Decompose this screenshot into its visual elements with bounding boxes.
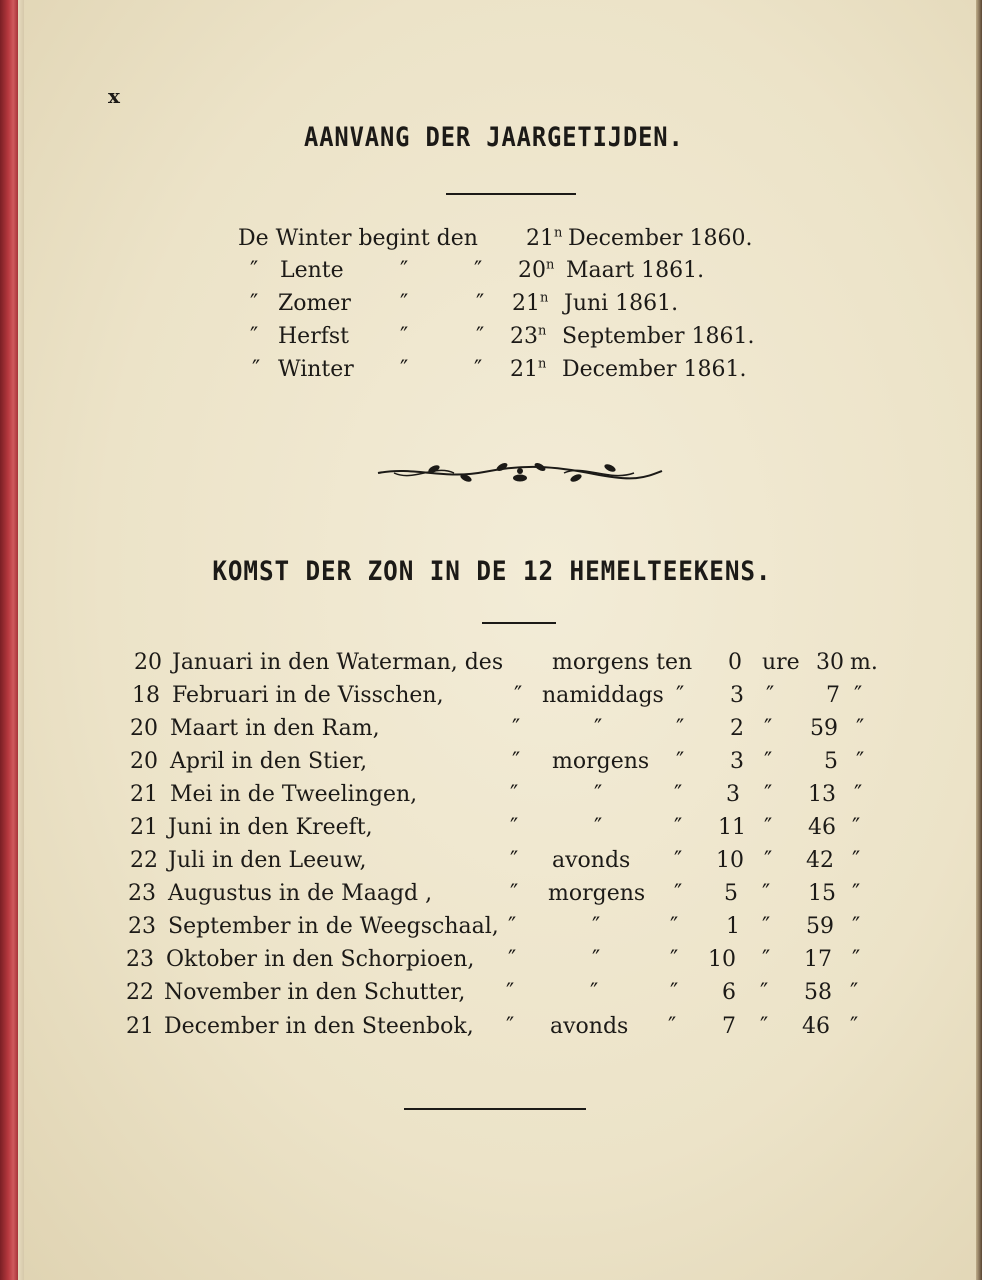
ditto-mark: ″: [400, 291, 409, 316]
zodiac-text: Januari in den Waterman, des: [172, 650, 504, 675]
ditto-mark: ″: [506, 980, 515, 1005]
ditto-mark: ″: [670, 914, 679, 939]
ditto-mark: ″: [400, 357, 409, 382]
season-label: De Winter begint den: [238, 226, 478, 251]
ditto-mark: ″: [676, 683, 685, 708]
ditto-mark: ″: [670, 980, 679, 1005]
zodiac-hour: 3: [726, 782, 740, 807]
ditto-mark: ″: [400, 258, 409, 283]
zodiac-text: Februari in de Visschen,: [172, 683, 444, 708]
zodiac-period: ″: [592, 947, 601, 972]
zodiac-sep: ″: [764, 848, 773, 873]
season-row: [238, 258, 858, 290]
zodiac-sep: ″: [764, 815, 773, 840]
season-day: 21$^n$: [526, 225, 563, 251]
season-label: Herfst: [278, 324, 349, 349]
zodiac-unit: ″: [852, 848, 861, 873]
zodiac-row: [0, 815, 982, 848]
zodiac-row: [0, 749, 982, 782]
zodiac-hour: 10: [708, 947, 736, 972]
zodiac-minutes: 58: [804, 980, 832, 1005]
ditto-mark: ″: [512, 749, 521, 774]
zodiac-minutes: 13: [808, 782, 836, 807]
zodiac-title: KOMST DER ZON IN DE 12 HEMELTEEKENS.: [212, 556, 772, 587]
ditto-mark: ″: [674, 782, 683, 807]
zodiac-sep: ″: [764, 716, 773, 741]
zodiac-hour: 1: [726, 914, 740, 939]
zodiac-day: 23: [126, 947, 154, 972]
zodiac-sep: ″: [760, 1014, 769, 1039]
ditto-mark: ″: [474, 258, 483, 283]
zodiac-unit: ″: [854, 782, 863, 807]
zodiac-minutes: 7: [826, 683, 840, 708]
zodiac-day: 20: [134, 650, 162, 675]
zodiac-unit: m.: [850, 650, 878, 675]
ditto-mark: ″: [474, 357, 483, 382]
bottom-rule: [404, 1108, 586, 1110]
zodiac-row: [0, 1014, 982, 1047]
zodiac-period: ″: [590, 980, 599, 1005]
zodiac-day: 23: [128, 914, 156, 939]
zodiac-period: morgens ten: [552, 650, 693, 675]
ditto-mark: ″: [510, 782, 519, 807]
zodiac-text: Mei in de Tweelingen,: [170, 782, 418, 807]
season-date: Juni 1861.: [564, 291, 679, 316]
zodiac-text: Juni in den Kreeft,: [168, 815, 373, 840]
season-day: 21$^n$: [510, 356, 547, 382]
zodiac-hour: 11: [718, 815, 746, 840]
zodiac-minutes: 5: [824, 749, 838, 774]
ornament-divider: [374, 456, 666, 490]
ditto-mark: ″: [400, 324, 409, 349]
zodiac-period: ″: [594, 716, 603, 741]
zodiac-period: ″: [594, 782, 603, 807]
zodiac-hour: 7: [722, 1014, 736, 1039]
zodiac-unit: ″: [850, 1014, 859, 1039]
ditto-mark: ″: [508, 914, 517, 939]
ditto-mark: ″: [510, 815, 519, 840]
zodiac-row: [0, 881, 982, 914]
book-page: [24, 0, 978, 1280]
zodiac-period: avonds: [552, 848, 631, 873]
page-right-edge: [976, 0, 982, 1280]
zodiac-minutes: 17: [804, 947, 832, 972]
zodiac-minutes: 46: [808, 815, 836, 840]
zodiac-row: [0, 683, 982, 716]
zodiac-unit: ″: [852, 914, 861, 939]
seasons-title-rule: [446, 193, 576, 195]
zodiac-text: Maart in den Ram,: [170, 716, 380, 741]
zodiac-minutes: 59: [806, 914, 834, 939]
zodiac-row: [0, 650, 982, 683]
zodiac-period: namiddags: [542, 683, 664, 708]
zodiac-day: 21: [130, 815, 158, 840]
season-day: 21$^n$: [512, 290, 549, 316]
zodiac-unit: ″: [856, 749, 865, 774]
zodiac-minutes: 59: [810, 716, 838, 741]
season-row: [238, 291, 858, 323]
ditto-mark: ″: [250, 291, 259, 316]
zodiac-period: avonds: [550, 1014, 629, 1039]
zodiac-hour: 6: [722, 980, 736, 1005]
zodiac-hour: 0: [728, 650, 742, 675]
season-row: [238, 357, 858, 389]
ditto-mark: ″: [674, 815, 683, 840]
zodiac-sep: ″: [762, 947, 771, 972]
season-label: Lente: [280, 258, 344, 283]
zodiac-hour: 3: [730, 749, 744, 774]
zodiac-day: 21: [126, 1014, 154, 1039]
zodiac-sep: ure: [762, 650, 800, 675]
ditto-mark: ″: [674, 881, 683, 906]
zodiac-minutes: 42: [806, 848, 834, 873]
seasons-title: AANVANG DER JAARGETIJDEN.: [304, 122, 684, 153]
zodiac-sep: ″: [766, 683, 775, 708]
season-label: Winter: [278, 357, 354, 382]
ditto-mark: ″: [676, 716, 685, 741]
zodiac-day: 23: [128, 881, 156, 906]
season-row: [238, 226, 858, 258]
zodiac-row: [0, 980, 982, 1013]
zodiac-sep: ″: [764, 749, 773, 774]
zodiac-row: [0, 716, 982, 749]
ditto-mark: ″: [668, 1014, 677, 1039]
zodiac-period: morgens: [548, 881, 646, 906]
zodiac-unit: ″: [850, 980, 859, 1005]
zodiac-text: Juli in den Leeuw,: [168, 848, 367, 873]
zodiac-text: November in den Schutter,: [164, 980, 466, 1005]
page-number: x: [108, 84, 120, 108]
zodiac-title-rule: [482, 622, 556, 624]
zodiac-minutes: 30: [816, 650, 844, 675]
zodiac-text: December in den Steenbok,: [164, 1014, 474, 1039]
season-day: 23$^n$: [510, 323, 547, 349]
zodiac-unit: ″: [852, 947, 861, 972]
ditto-mark: ″: [476, 291, 485, 316]
zodiac-period: morgens: [552, 749, 650, 774]
zodiac-unit: ″: [852, 815, 861, 840]
ditto-mark: ″: [250, 258, 259, 283]
zodiac-day: 22: [126, 980, 154, 1005]
zodiac-text: September in de Weegschaal,: [168, 914, 499, 939]
zodiac-unit: ″: [852, 881, 861, 906]
zodiac-day: 18: [132, 683, 160, 708]
zodiac-unit: ″: [856, 716, 865, 741]
ditto-mark: ″: [506, 1014, 515, 1039]
zodiac-sep: ″: [764, 782, 773, 807]
zodiac-sep: ″: [760, 980, 769, 1005]
season-label: Zomer: [278, 291, 351, 316]
ditto-mark: ″: [510, 881, 519, 906]
ditto-mark: ″: [514, 683, 523, 708]
zodiac-minutes: 46: [802, 1014, 830, 1039]
season-day: 20$^n$: [518, 257, 555, 283]
season-date: Maart 1861.: [566, 258, 705, 283]
season-date: December 1860.: [568, 226, 753, 251]
ditto-mark: ″: [252, 357, 261, 382]
zodiac-hour: 10: [716, 848, 744, 873]
zodiac-hour: 2: [730, 716, 744, 741]
zodiac-sep: ″: [762, 881, 771, 906]
zodiac-row: [0, 914, 982, 947]
season-date: December 1861.: [562, 357, 747, 382]
zodiac-text: Oktober in den Schorpioen,: [166, 947, 475, 972]
ditto-mark: ″: [676, 749, 685, 774]
season-date: September 1861.: [562, 324, 755, 349]
ditto-mark: ″: [476, 324, 485, 349]
zodiac-row: [0, 947, 982, 980]
season-row: [238, 324, 858, 356]
zodiac-text: Augustus in de Maagd ,: [168, 881, 433, 906]
zodiac-row: [0, 782, 982, 815]
zodiac-minutes: 15: [808, 881, 836, 906]
zodiac-unit: ″: [854, 683, 863, 708]
ditto-mark: ″: [512, 716, 521, 741]
zodiac-period: ″: [594, 815, 603, 840]
zodiac-sep: ″: [762, 914, 771, 939]
zodiac-day: 22: [130, 848, 158, 873]
zodiac-day: 20: [130, 749, 158, 774]
zodiac-hour: 3: [730, 683, 744, 708]
ditto-mark: ″: [674, 848, 683, 873]
zodiac-day: 21: [130, 782, 158, 807]
ditto-mark: ″: [250, 324, 259, 349]
zodiac-hour: 5: [724, 881, 738, 906]
zodiac-period: ″: [592, 914, 601, 939]
ditto-mark: ″: [510, 848, 519, 873]
ditto-mark: ″: [508, 947, 517, 972]
zodiac-day: 20: [130, 716, 158, 741]
zodiac-text: April in den Stier,: [170, 749, 368, 774]
ditto-mark: ″: [670, 947, 679, 972]
zodiac-row: [0, 848, 982, 881]
